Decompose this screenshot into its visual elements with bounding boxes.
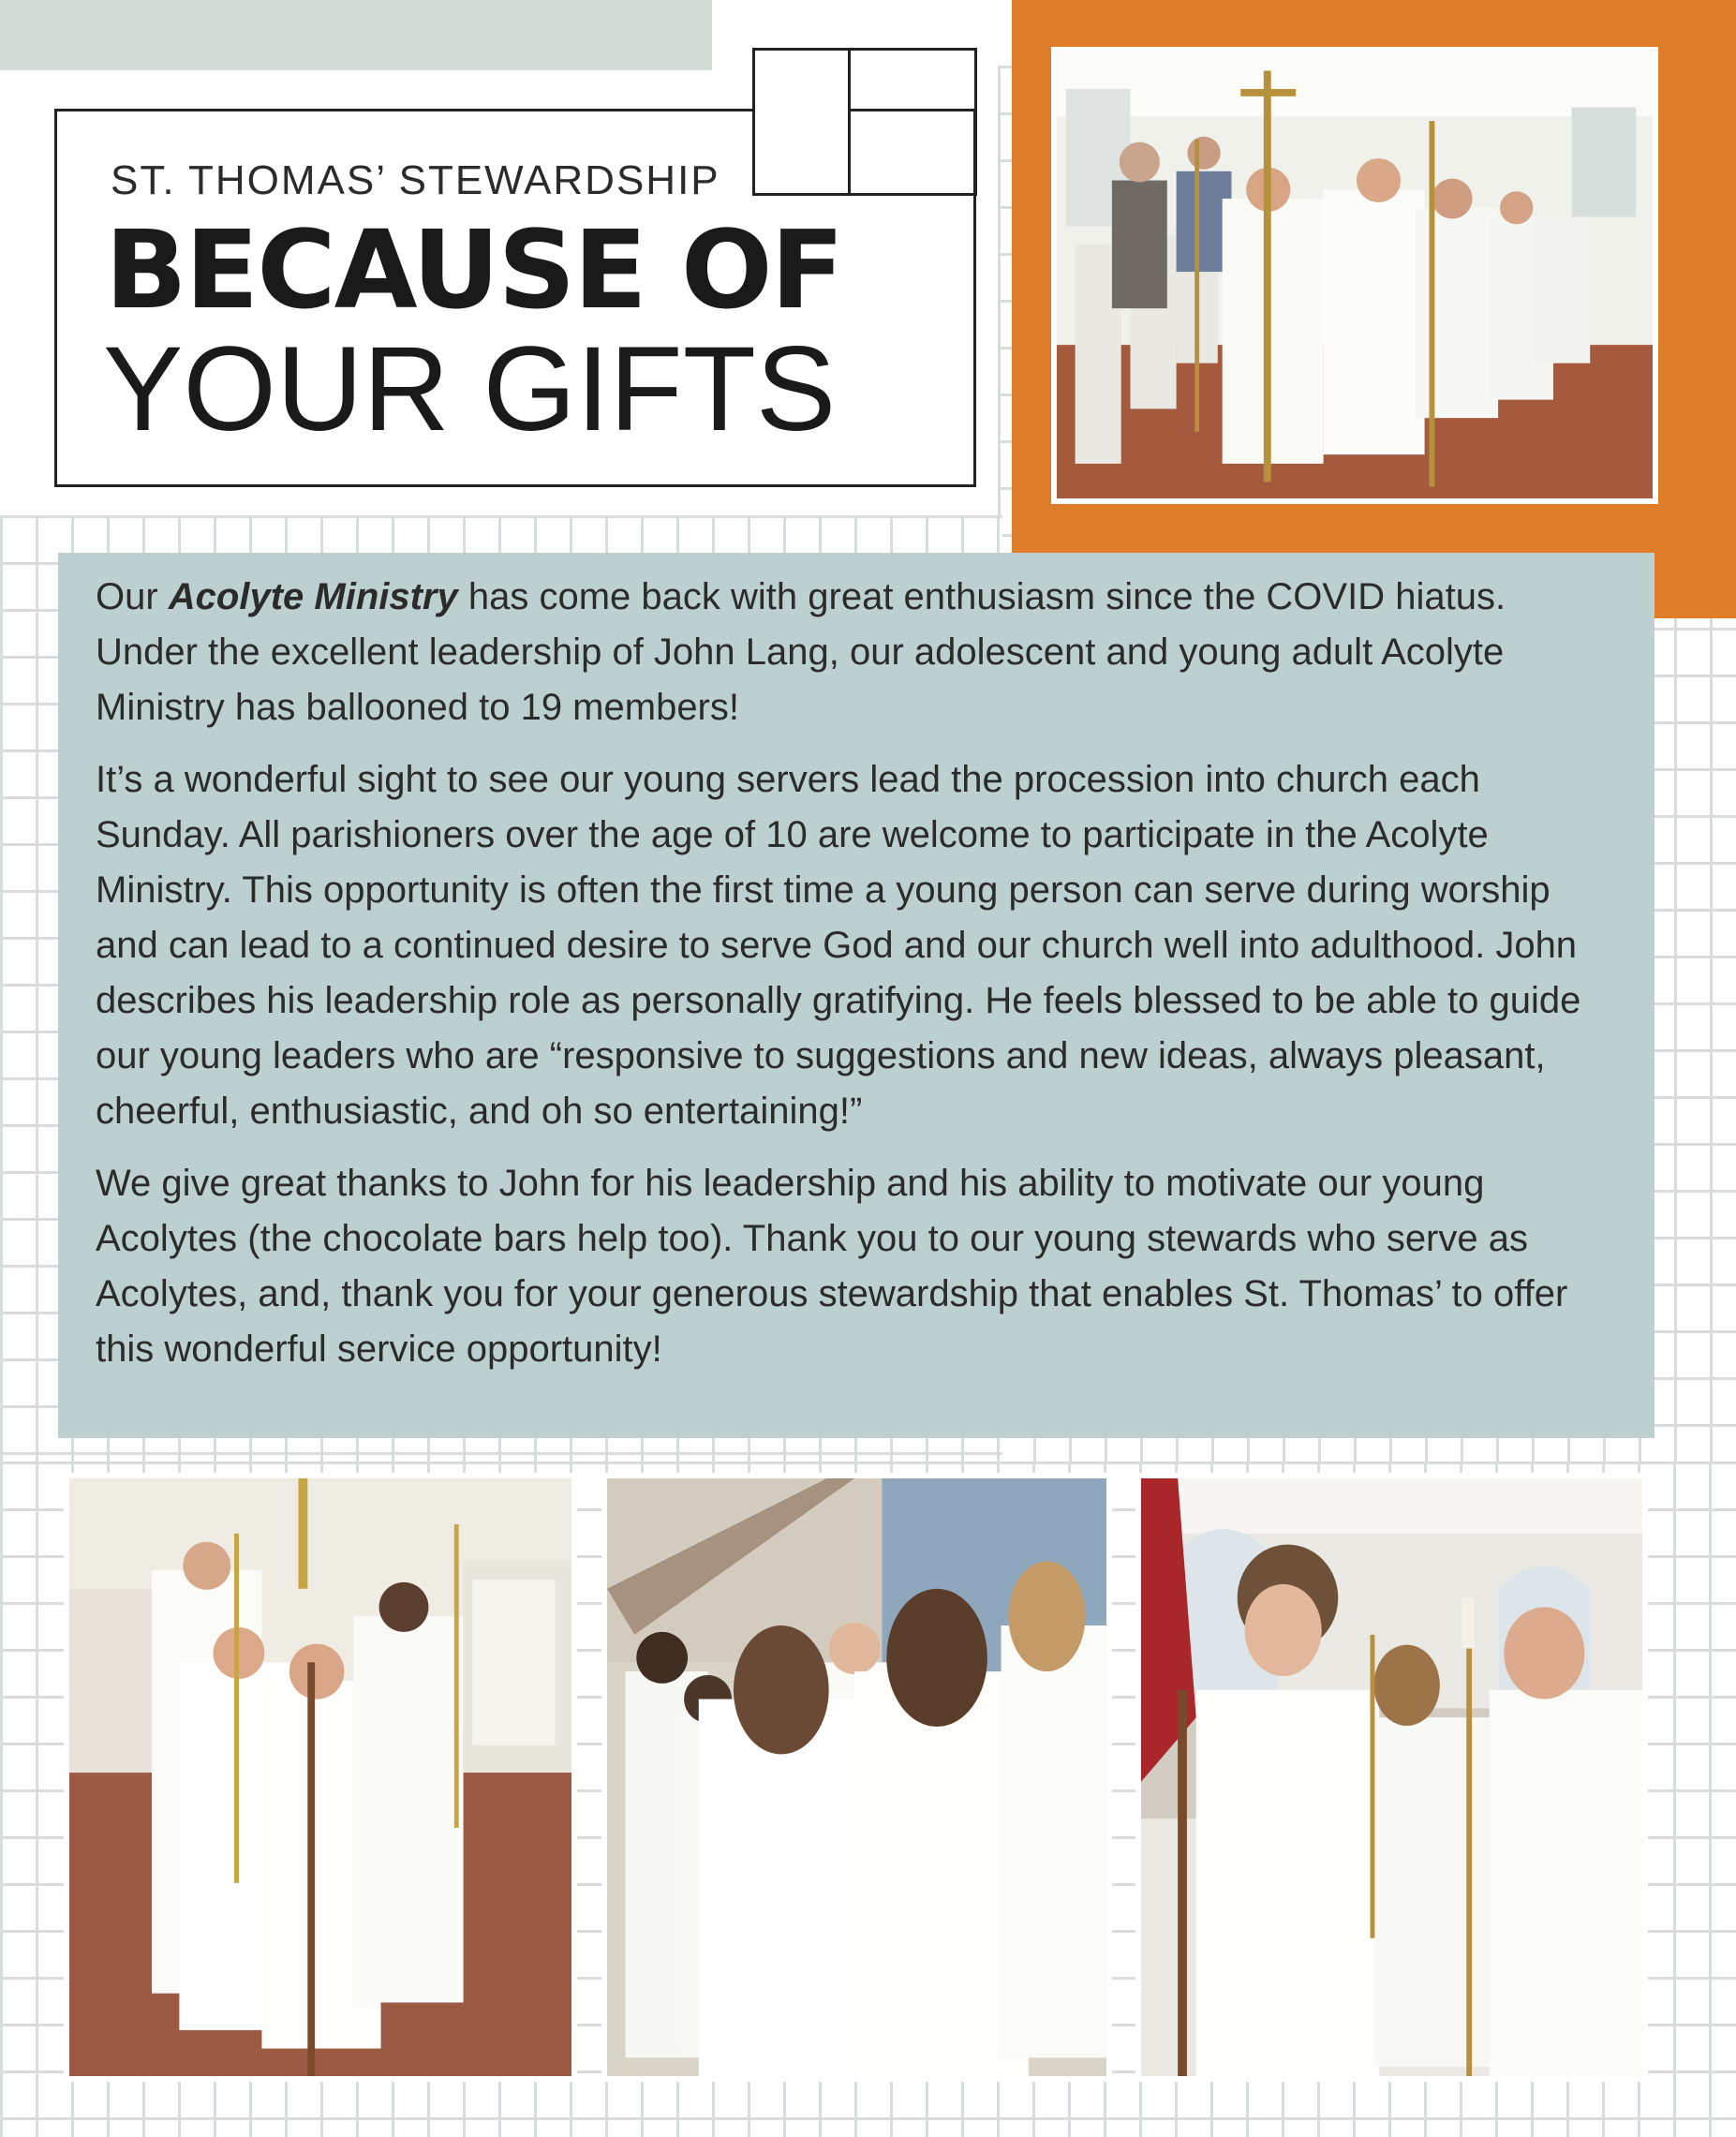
title-box-inner-square (752, 48, 851, 196)
acolyte-ministry-emphasis: Acolyte Ministry (168, 576, 458, 617)
procession-photo (1051, 47, 1658, 504)
article-paragraph-1: Our Acolyte Ministry has come back with great enthusiasm since the COVID hiatus. Under the excellent leadership of John Lang, our adolescent and young adult Acolyte Ministry has ballooned to 19 members! (96, 576, 1506, 728)
title-line-light: YOUR GIFTS (103, 322, 837, 456)
acolytes-with-candles-photo (64, 1473, 577, 2082)
article-paragraph-2: It’s a wonderful sight to see our young servers lead the procession into church each Sunday. All parishioners over the age of 10 are welcome to participate in the Acolyte Ministry. This opportunity is often the first time a young person can serve during worship and can lead to a continued desire to serve God and our church well into adulthood. John describes his leadership role as personally gratifying. He feels blessed to be able to guide our young leaders who are “responsive to suggestions and new ideas, always pleasant, cheerful, enthusiastic, and oh so entertaining!” (96, 759, 1581, 1132)
article-panel (58, 553, 1654, 1438)
title-kicker: ST. THOMAS’ STEWARDSHIP (111, 157, 720, 203)
article-paragraph-3: We give great thanks to John for his leadership and his ability to motivate our young Acolytes (the chocolate bars help too). Thank you to our young stewards who serve as Acolytes, and, thank you for your generous stewardship that enables St. Thomas’ to offer this wonderful service opportunity! (96, 1163, 1568, 1370)
acolytes-with-torches-photo (1135, 1473, 1648, 2082)
title-line-bold: BECAUSE OF (105, 208, 843, 334)
acolytes-gathering-photo (601, 1473, 1112, 2082)
top-grey-bar (0, 0, 712, 70)
